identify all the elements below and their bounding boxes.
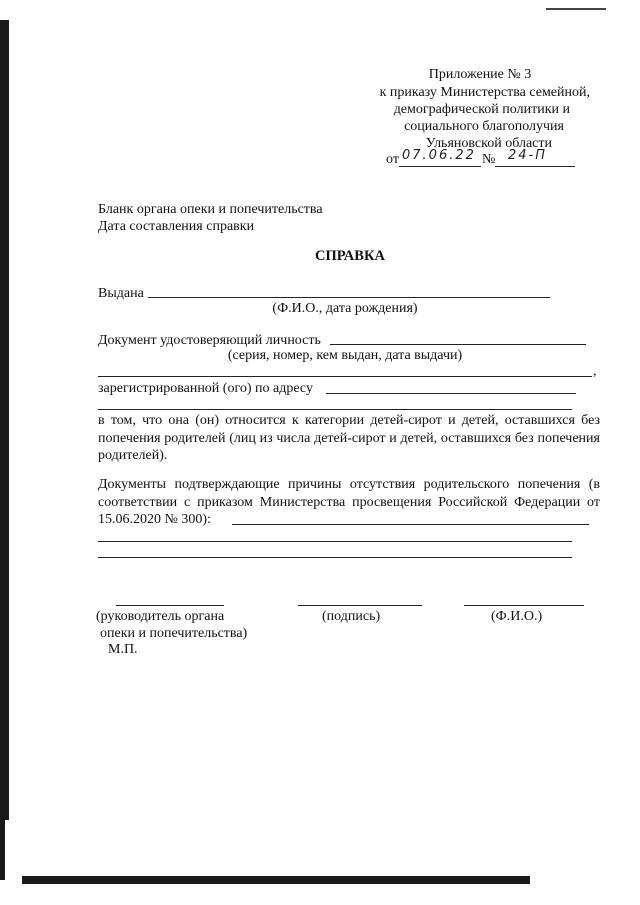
order-number-handwritten: 24-П <box>508 148 548 163</box>
order-date-line <box>399 166 481 167</box>
registered-label: зарегистрированной (ого) по адресу <box>98 381 313 396</box>
registered-line <box>326 393 576 394</box>
order-number-label: № <box>482 152 496 167</box>
scan-edge-left <box>0 20 9 820</box>
appendix-title: Приложение № 3 <box>428 67 532 82</box>
appendix-line-region: Ульяновской области <box>425 136 552 151</box>
issued-line <box>148 297 550 298</box>
signature-caption: (подпись) <box>322 609 381 624</box>
category-paragraph: в том, что она (он) относится к категории детей-сирот и детей, оставшихся без попечения родителей (лиц из числа детей-сирот и детей, оставшихся без попечения родителей). <box>98 413 600 463</box>
head-caption-line2: опеки и попечительства) <box>100 626 248 641</box>
head-signature-line <box>116 605 224 606</box>
id-doc-hint: (серия, номер, кем выдан, дата выдачи) <box>227 348 463 363</box>
documents-line-3 <box>98 557 572 558</box>
id-doc-label: Документ удостоверяющий личность <box>98 333 321 348</box>
order-number-line <box>495 166 575 167</box>
scan-edge-bottom <box>22 876 530 884</box>
stamp-caption: М.П. <box>108 642 138 657</box>
issued-label: Выдана <box>98 286 144 301</box>
documents-line-2 <box>98 541 572 542</box>
scan-edge-top-right <box>546 8 606 10</box>
scan-edge-left-lower <box>0 820 5 880</box>
appendix-line-order: к приказу Министерства семейной, <box>379 85 590 100</box>
order-date-handwritten: 07.06.22 <box>402 148 476 163</box>
date-from-label: от <box>386 152 399 167</box>
registered-line-2 <box>98 409 572 410</box>
appendix-line-welfare: социального благополучия <box>404 119 564 134</box>
id-doc-line <box>330 344 586 345</box>
name-line <box>464 605 584 606</box>
id-doc-comma: , <box>593 364 597 379</box>
head-caption-line1: (руководитель органа <box>96 609 225 624</box>
document-title: СПРАВКА <box>315 248 385 264</box>
name-caption: (Ф.И.О.) <box>491 609 543 624</box>
issued-hint: (Ф.И.О., дата рождения) <box>272 301 418 316</box>
appendix-line-policy: демографической политики и <box>393 102 570 117</box>
blank-label: Бланк органа опеки и попечительства <box>98 202 323 217</box>
id-doc-line-2 <box>98 376 592 377</box>
documents-paragraph: Документы подтверждающие причины отсутствия родительского попечения (в соответствии с приказом Министерства просвещения Российской Федерации от 15.06.2020 № 300): <box>98 477 600 527</box>
date-compiled-label: Дата составления справки <box>98 219 255 234</box>
signature-line <box>298 605 422 606</box>
documents-line-1 <box>232 524 589 525</box>
